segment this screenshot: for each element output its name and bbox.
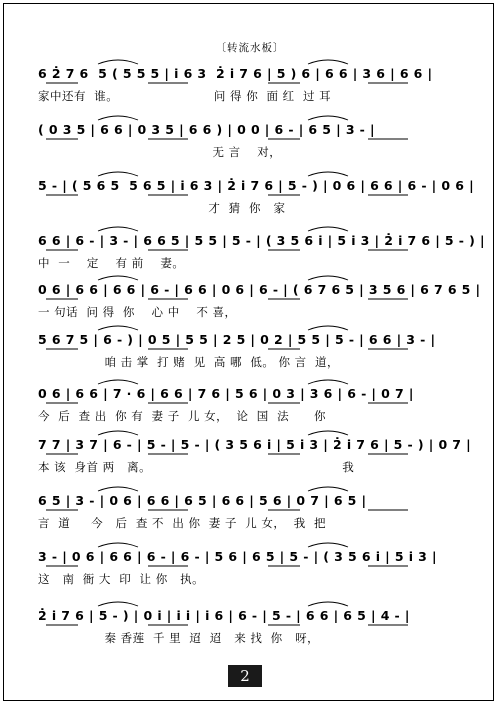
lyrics-row: 中 一 定 有 前 妻。 [38, 256, 185, 270]
slur-marks [38, 178, 470, 202]
notation-row: 6 5 | 3 - | 0 6 | 6 6 | 6 5 | 6 6 | 5 6 | 0 7 | 6 5 | [38, 493, 367, 508]
notation-row: 6 2̇ 7 6 5 ( 5 5 5 | i 6 3 2̇ i 7 6 | 5 ) 6 | 6 6 | 3 6 | 6 6 | [38, 66, 433, 81]
lyrics-row: 一 句话 问 得 你 心 中 不 喜， [38, 305, 237, 319]
lyrics-row: 无 言 对， [38, 145, 282, 159]
page-number: 2 [228, 665, 262, 687]
notation-row: 3 - | 0 6 | 6 6 | 6 - | 6 - | 5 6 | 6 5 | 5 - | ( 3 5 6 i | 5 i 3 | [38, 549, 437, 564]
notation-row: 7 7 | 3 7 | 6 - | 5 - | 5 - | ( 3 5 6 i | 5 i 3 | 2̇ i 7 6 | 5 - ) | 0 7 | [38, 437, 472, 452]
notation-row: 2̇ i 7 6 | 5 - ) | 0 i | i i | i 6 | 6 - | 5 - | 6 6 | 6 5 | 4 - | [38, 608, 410, 623]
lyrics-row: 今 后 查 出 你 有 妻 子 儿 女， 论 国 法 你 [38, 409, 327, 423]
notation-row: 0 6 | 6 6 | 7 · 6 | 6 6 | 7 6 | 5 6 | 0 3 | 3 6 | 6 - | 0 7 | [38, 386, 414, 401]
lyrics-row: 咱 击 掌 打 赌 见 高 哪 低。 你 言 道， [38, 355, 339, 369]
notation-row: 5 - | ( 5 6 5 5 6 5 | i 6 3 | 2̇ i 7 6 | 5 - ) | 0 6 | 6 6 | 6 - | 0 6 | [38, 178, 475, 193]
lyrics-row: 家中还有 谁。 问 得 你 面 红 过 耳 [38, 89, 332, 103]
notation-row: 0 6 | 6 6 | 6 6 | 6 - | 6 6 | 0 6 | 6 - | ( 6 7 6 5 | 3 5 6 | 6 7 6 5 | [38, 282, 481, 297]
lyrics-row: 本 该 身首 两 离。 我 [38, 460, 355, 474]
slur-marks [38, 437, 470, 461]
lyrics-row: 言 道 今 后 查 不 出 你 妻 子 儿 女， 我 把 [38, 516, 327, 530]
slur-marks [38, 549, 470, 573]
lyrics-row: 秦 香莲 千 里 迢 迢 来 找 你 呀， [38, 631, 320, 645]
slur-marks [38, 386, 470, 410]
slur-marks [38, 608, 470, 632]
notation-row: ( 0 3 5 | 6 6 | 0 3 5 | 6 6 ) | 0 0 | 6 - | 6 5 | 3 - | [38, 122, 375, 137]
notation-row: 6 6 | 6 - | 3 - | 6 6 5 | 5 5 | 5 - | ( 3 5 6 i | 5 i 3 | 2̇ i 7 6 | 5 - ) | [38, 233, 485, 248]
lyrics-row: 这 南 衙 大 印 让 你 执。 [38, 572, 205, 586]
slur-marks [38, 332, 470, 356]
slur-marks [38, 282, 470, 306]
slur-marks [38, 122, 470, 146]
tempo-marking: 〔转流水板〕 [215, 42, 285, 54]
notation-row: 5 6 7 5 | 6 - ) | 0 5 | 5 5 | 2 5 | 0 2 | 5 5 | 5 - | 6 6 | 3 - | [38, 332, 436, 347]
lyrics-row: 才 猜 你 家 [38, 201, 286, 215]
slur-marks [38, 493, 470, 517]
slur-marks [38, 66, 470, 90]
slur-marks [38, 233, 470, 257]
